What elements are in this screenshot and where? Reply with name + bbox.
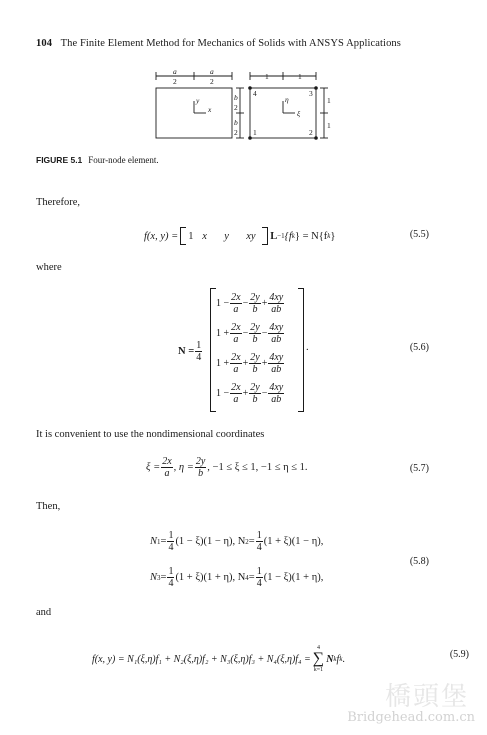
eq56-r4-s2: − [261,387,268,399]
eq56-r3-f2d: b [252,363,258,375]
left-dim-2d: 2 [234,128,238,137]
eq57-f2n: 2y [195,456,206,467]
right-square [250,72,328,138]
eq55-bracket-left [180,227,186,245]
eq55-row-y: y [224,230,229,242]
eq56-coef [195,340,202,363]
eq58-q2n: 1 [256,530,262,541]
right-dim-side-1: 1 [327,96,331,105]
eq55-mid: {f [284,230,292,242]
eq58-eq4: = [248,572,255,583]
eq56-coef-den: 4 [196,352,202,363]
eq55-end: } = N{f [294,230,328,242]
eq59-number: (5.9) [449,649,469,660]
eq55-close: } [330,230,336,242]
eq58-number: (5.8) [409,556,429,567]
eq58-sub3: 3 [157,573,161,582]
eq56-r1-f3n: 4xy [269,291,284,303]
watermark-site: Bridgehead.com.cn [347,710,475,725]
eq56-r4-f1n: 2x [231,381,241,393]
node-3-label: 3 [309,89,313,98]
eq56-r4-s1: + [242,387,249,399]
eq56-row-2 [216,320,285,346]
eq59-sum [313,644,324,674]
text-convenient: It is convenient to use the nondimensional coordinates [36,429,265,440]
eq58-q2d: 4 [256,542,262,553]
left-axis-x-label: x [208,105,212,114]
eq55-row-xy: xy [246,230,256,242]
equation-5-9 [92,644,345,674]
left-dim-b1: b [234,93,238,102]
eq56-r3-f3n: 4xy [269,351,284,363]
node-2-dot [314,136,318,140]
text-and: and [36,607,52,618]
equation-5-7 [146,456,308,479]
equation-5-8-line-2 [150,566,323,589]
eq56-r2-f1d: a [233,333,239,345]
eq56-r1-f1d: a [233,303,239,315]
eq58-N3: N [150,572,158,583]
eq58-N1: N [150,536,158,547]
eq56-coef-num: 1 [196,340,202,351]
eq59-Nk: N [326,653,334,665]
eq56-trail: . [306,342,309,353]
figure-caption-text: Four-node element. [88,155,159,165]
eq56-r3-f1n: 2x [231,351,241,363]
eq55-lhs: f(x, y) = [144,230,179,242]
equation-5-8-line-1 [150,530,323,553]
right-dim-top-2: 1 [298,72,302,81]
node-4-dot [248,86,252,90]
eq56-r4-f3n: 4xy [269,381,284,393]
right-dim-top-1: 1 [265,72,269,81]
eq57-f1d: a [164,468,170,479]
eq58-l1e: (1 + ξ)(1 − η), [263,536,324,547]
eq56-r4-a: 1 − [216,387,230,399]
left-dim-2b: 2 [210,77,214,86]
right-dim-side-2: 1 [327,121,331,130]
eq55-L-sup: −1 [277,232,285,240]
left-dim-a2: a [210,68,214,76]
eq56-r2-s2: − [261,327,268,339]
eq56-row-1 [216,290,285,316]
eq55-L: L [270,230,278,242]
eq56-r3-f3d: ab [271,363,282,375]
eq59-sum-bottom: k=1 [313,667,324,673]
eq56-r4-f2d: b [252,393,258,405]
eq56-row-4 [216,380,285,406]
eq58-l2e: (1 − ξ)(1 + η), [263,572,324,583]
eq56-r3-s2: + [261,357,268,369]
eq56-r2-a: 1 + [216,327,230,339]
eq56-r4-f3d: ab [271,393,282,405]
eq58-q4d: 4 [256,578,262,589]
eq57-xi: ξ = [146,462,161,473]
eq56-r3-f2n: 2y [250,351,260,363]
node-1-label: 1 [253,128,257,137]
equation-5-5 [144,227,335,245]
eq57-ranges: , −1 ≤ ξ ≤ 1, −1 ≤ η ≤ 1. [207,462,308,473]
eq58-q1n: 1 [168,530,174,541]
node-4-label: 4 [253,89,257,98]
eq56-number: (5.6) [409,342,429,353]
text-therefore: Therefore, [36,197,81,208]
eq56-bracket-right [298,288,304,412]
eq58-q3n: 1 [168,566,174,577]
eq56-r3-s1: + [242,357,249,369]
eq58-eq3: = [160,572,167,583]
eq57-number: (5.7) [409,463,429,474]
eq59-sum-symbol: ∑ [312,650,325,667]
eq58-sub1: 1 [157,537,161,546]
eq59-body: f(x, y) = N₁(ξ,η)f₁ + N₂(ξ,η)f₂ + N₃(ξ,η)f₃ + N₄(ξ,η)f₄ = [92,653,311,665]
eq58-sub2: 2 [245,537,249,546]
eq56-r1-f3d: ab [271,303,282,315]
eq59-sum-top: 4 [316,645,320,651]
left-dim-2c: 2 [234,103,238,112]
eq56-r2-s1: − [242,327,249,339]
text-then: Then, [36,501,61,512]
eq58-q1d: 4 [168,542,174,553]
eq58-sub4: 4 [245,573,249,582]
eq56-r2-f2d: b [252,333,258,345]
eq56-lhs: N = [178,346,195,357]
eq58-q3d: 4 [168,578,174,589]
eq59-dot: . [342,653,345,665]
left-axis-y-label: y [196,96,200,105]
page-number: 104 [36,38,53,49]
eq58-l2c: (1 + ξ)(1 + η), N [175,572,246,583]
left-dim-2a: 2 [173,77,177,86]
eq56-row-3 [216,350,285,376]
node-1-dot [248,136,252,140]
eq55-sub: k [291,232,295,240]
eq59-Nk-sub: k [333,655,337,663]
eq56-r2-f3n: 4xy [269,321,284,333]
eq56-r1-s2: + [261,297,268,309]
eq56-r4-f2n: 2y [250,381,260,393]
eq57-eta: , η = [173,462,194,473]
text-where: where [36,262,62,273]
running-title: The Finite Element Method for Mechanics of Solids with ANSYS Applications [60,38,401,49]
eq56-r1-s1: − [242,297,249,309]
eq55-number: (5.5) [409,229,429,240]
running-header [36,38,401,49]
eq56-r1-f1n: 2x [231,291,241,303]
eq56-r4-f1d: a [233,393,239,405]
eq56-lhs-group [178,340,203,363]
eq56-r3-f1d: a [233,363,239,375]
left-rectangle [156,72,244,138]
figure-four-node-element [140,68,340,148]
eq59-fk-sub: k [339,655,343,663]
eq55-row-x: x [202,230,207,242]
watermark-logo: 橋頭堡 [384,682,469,712]
node-3-dot [314,86,318,90]
eq56-r2-f3d: ab [271,333,282,345]
eq59-fk: f [336,653,340,665]
node-2-label: 2 [309,128,313,137]
figure-label: FIGURE 5.1 [36,155,83,165]
eq55-sub2: k [327,232,331,240]
figure-caption [36,155,159,165]
eq58-q4n: 1 [256,566,262,577]
eq56-r1-f2n: 2y [250,291,260,303]
eq57-f2d: b [198,468,204,479]
eq58-eq1: = [160,536,167,547]
eq58-eq2: = [248,536,255,547]
eq55-row-1: 1 [188,230,194,242]
eq56-r2-f1n: 2x [231,321,241,333]
eq58-l1c: (1 − ξ)(1 − η), N [175,536,246,547]
left-dim-a1: a [173,68,177,76]
eq56-r2-f2n: 2y [250,321,260,333]
right-axis-xi-label: ξ [297,109,301,118]
eq56-r1-a: 1 − [216,297,230,309]
eq56-r1-f2d: b [252,303,258,315]
left-dim-b2: b [234,118,238,127]
eq56-r3-a: 1 + [216,357,230,369]
right-axis-eta-label: η [285,95,289,104]
eq55-bracket-right [262,227,268,245]
eq57-f1n: 2x [162,456,172,467]
